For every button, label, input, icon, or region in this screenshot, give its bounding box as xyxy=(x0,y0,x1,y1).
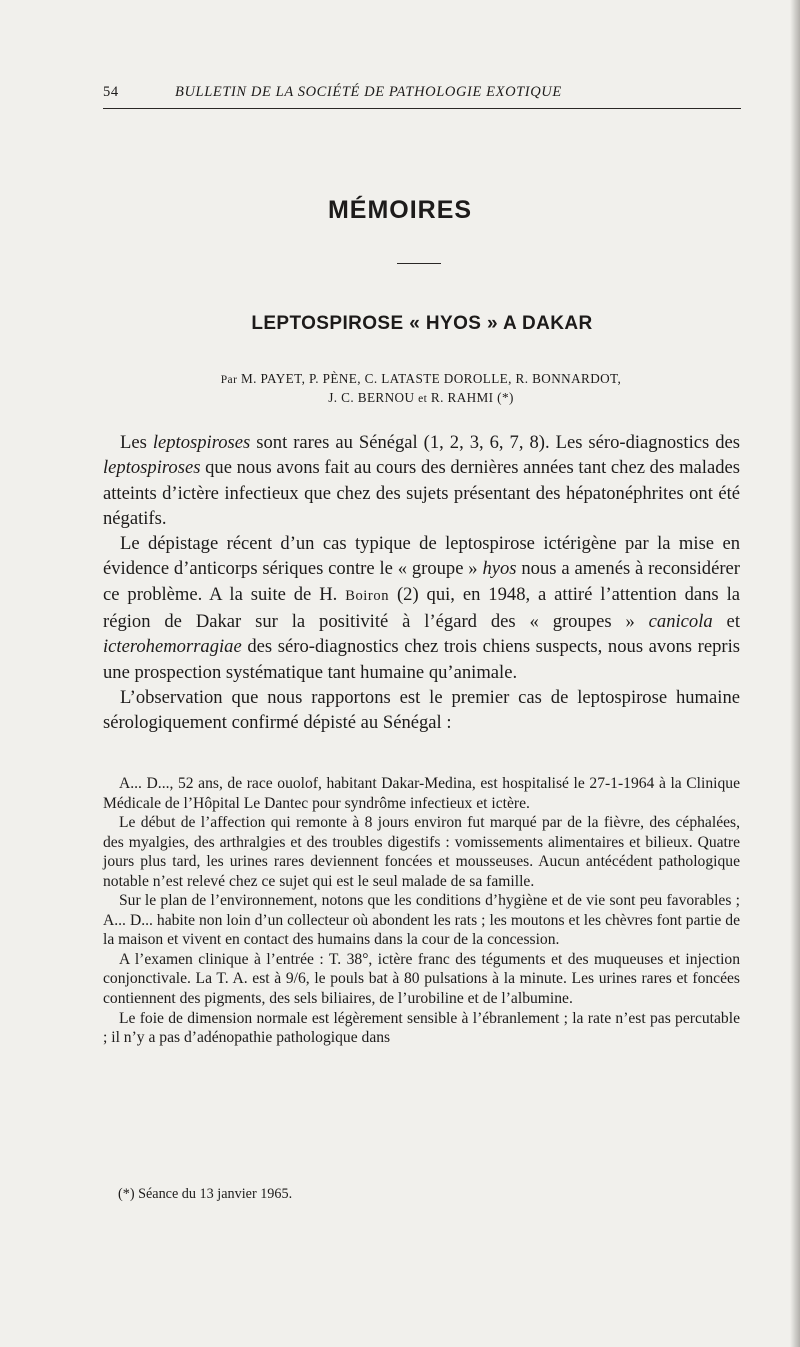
header-rule xyxy=(103,108,741,109)
author-list xyxy=(0,370,800,408)
authors-names-2a: J. C. BERNOU xyxy=(328,390,415,405)
intro-paragraph-1 xyxy=(103,430,740,531)
italic-term: hyos xyxy=(482,558,517,580)
observation-paragraph-4: A l’examen clinique à l’entrée : T. 38°, ictère franc des téguments et des muqueuses et injection conjonctivale. La T. A. est à 9/6, le pouls bat à 80 pulsations à la minute. Les urines rares et foncées contiennent des pigments, des sels biliaires, de l’urobiline et de l’albumine. xyxy=(103,950,740,1008)
italic-term: canicola xyxy=(648,611,713,633)
italic-term: leptospiroses xyxy=(103,457,201,479)
authors-and: et xyxy=(418,393,428,405)
journal-title: BULLETIN DE LA SOCIÉTÉ DE PATHOLOGIE EXOTIQUE xyxy=(175,84,562,100)
text-run: sont rares au Sénégal (1, 2, 3, 6, 7, 8). Les séro-diagnostics des xyxy=(250,432,740,453)
italic-term: icterohemorragiae xyxy=(103,636,242,658)
text-run: (2) qui, en 1948, a attiré l’attention dans la région de Dakar sur la positivité à l’égard des « groupes » xyxy=(103,583,740,633)
page-number: 54 xyxy=(103,84,119,100)
section-title: MÉMOIRES xyxy=(327,196,473,224)
text-run: nous a amenés à reconsidérer ce problème. A la suite de H. xyxy=(103,558,740,605)
observation-paragraph-2: Le début de l’affection qui remonte à 8 jours environ fut marqué par de la fièvre, des céphalées, des myalgies, des arthralgies et des troubles digestifs : vomissements alimentaires et bilieux. Quatre jours plus tard, les urines rares deviennent foncées et mousseuses. Aucun antécédent pathologique notable n’est relevé chez ce sujet qui est le seul malade de sa famille. xyxy=(103,814,740,890)
text-run: que nous avons fait au cours des dernières années tant chez des malades atteints d’ictère infectieux que chez des sujets présentant des hépatonéphrites ont été négatifs. xyxy=(103,457,740,529)
running-header xyxy=(103,80,740,104)
case-observation xyxy=(103,774,740,1048)
text-run: des séro-diagnostics chez trois chiens suspects, nous avons repris une prospection systématique tant humaine qu’animale. xyxy=(103,636,740,683)
section-divider xyxy=(397,263,441,264)
introduction xyxy=(103,430,740,736)
authors-prefix: Par xyxy=(220,374,238,386)
page-edge-shadow xyxy=(790,0,800,1347)
author-citation: Boiron xyxy=(345,587,390,604)
observation-paragraph-3: Sur le plan de l’environnement, notons que les conditions d’hygiène et de vie sont peu favorables ; A... D... habite non loin d’un collecteur où abondent les rats ; les moutons et les chèvres font partie de la maison et vivent en contact des humains dans la cour de la concession. xyxy=(103,892,740,949)
footnote: (*) Séance du 13 janvier 1965. xyxy=(118,1186,293,1202)
authors-line-2 xyxy=(0,389,800,408)
text-run: Le dépistage récent d’un cas typique de leptospirose ictérigène par la mise en évidence d’anticorps sériques contre le « groupe » xyxy=(103,533,740,580)
authors-names-2b: R. RAHMI (*) xyxy=(430,390,514,405)
intro-paragraph-3: L’observation que nous rapportons est le premier cas de leptospirose humaine sérologiquement confirmé dépisté au Sénégal : xyxy=(103,686,740,734)
observation-paragraph-5: Le foie de dimension normale est légèrement sensible à l’ébranlement ; la rate n’est pas percutable ; il n’y a pas d’adénopathie pathologique dans xyxy=(103,1009,740,1047)
italic-term: leptospiroses xyxy=(152,432,251,453)
intro-paragraph-2 xyxy=(103,531,740,685)
text-run: et xyxy=(712,611,740,633)
text-run: Les xyxy=(120,432,153,453)
authors-line-1 xyxy=(0,370,800,389)
observation-paragraph-1: A... D..., 52 ans, de race ouolof, habitant Dakar-Medina, est hospitalisé le 27-1-1964 à la Clinique Médicale de l’Hôpital Le Dantec pour syndrôme infectieux et ictère. xyxy=(103,775,740,812)
article-title: LEPTOSPIROSE « HYOS » A DAKAR xyxy=(251,313,593,334)
authors-names-1: M. PAYET, P. PÈNE, C. LATASTE DOROLLE, R. BONNARDOT, xyxy=(241,371,622,386)
